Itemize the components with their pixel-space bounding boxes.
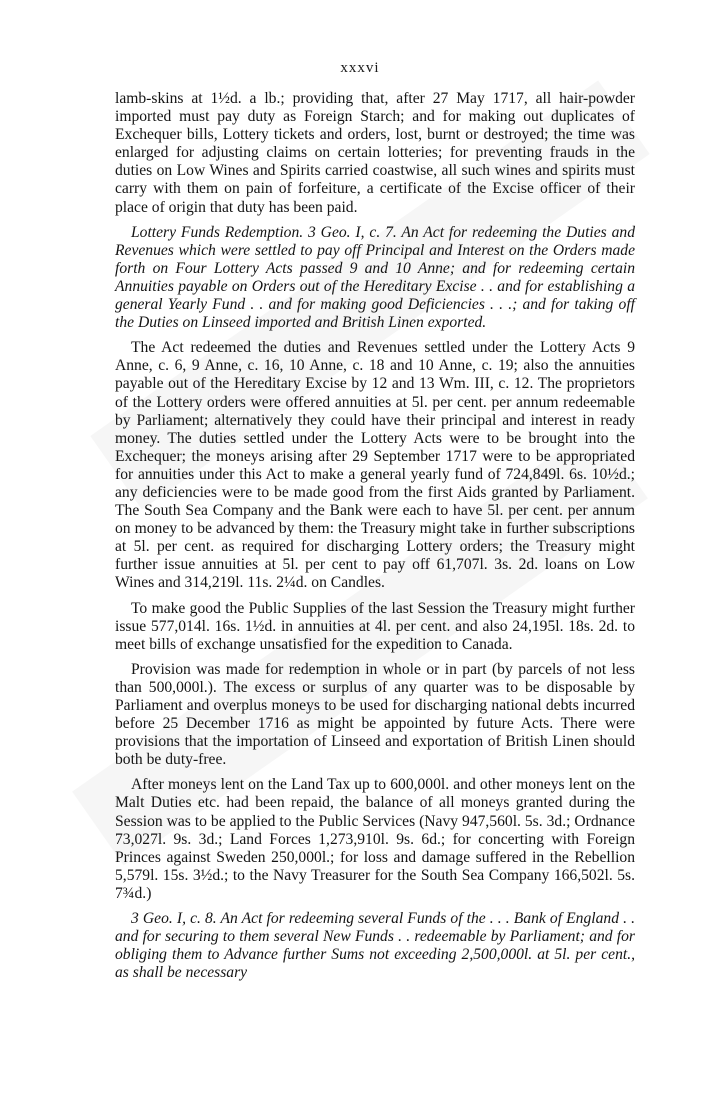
paragraph: The Act redeemed the duties and Revenues settled under the Lottery Acts 9 Anne, c. 6, 9 Anne, c. 16, 10 Anne, c. 18 and 10 Anne, c. 19; also the annuities payable out of the Hereditary Excise by 12 and 13 Wm. III, c. 12. The proprietors of the Lottery orders were offered annuities at 5l. per cent. per annum redeemable by Parliament; alternatively they could have their principal and interest in ready money. The duties settled under the Lottery Acts were to be brought into the Exchequer; the moneys arising after 29 September 1717 were to be appropriated for annuities under this Act to make a general yearly fund of 724,849l. 6s. 10½d.; any deficiencies were to be made good from the first Aids granted by Parliament. The South Sea Company and the Bank were each to have 5l. per cent. per annum on money to be advanced by them: the Treasury might take in further subscriptions at 5l. per cent. as required for discharging Lottery orders; the Treasury might further issue annuities at 5l. per cent to pay off 61,707l. 3s. 2d. loans on Low Wines and 314,219l. 11s. 2¼d. on Candles. — [115, 339, 635, 592]
page-number: xxxvi — [340, 60, 380, 76]
paragraph: To make good the Public Supplies of the last Session the Treasury might further issue 577,014l. 16s. 1½d. in annuities at 4l. per cent. and also 24,195l. 18s. 2d. to meet bills of exchange unsatisfied for the expedition to Canada. — [115, 599, 635, 653]
paragraph: Lottery Funds Redemption. 3 Geo. I, c. 7. An Act for redeeming the Duties and Revenues which were settled to pay off Principal and Interest on the Orders made forth on Four Lottery Acts passed 9 and 10 Anne; and for redeeming certain Annuities payable on Orders out of the Hereditary Excise . . and for establishing a general Yearly Fund . . and for making good Deficiencies . . .; and for taking off the Duties on Linseed imported and British Linen exported. — [115, 223, 635, 332]
paragraph: lamb-skins at 1½d. a lb.; providing that, after 27 May 1717, all hair-powder imported must pay duty as Foreign Starch; and for making out duplicates of Exchequer bills, Lottery tickets and orders, lost, burnt or destroyed; the time was enlarged for adjusting claims on certain lotteries; for preventing frauds in the duties on Low Wines and Spirits carried coastwise, all such wines and spirits must carry with them on pain of forfeiture, a certificate of the Excise officer of their place of origin that duty has been paid. — [115, 90, 635, 216]
paragraph: Provision was made for redemption in whole or in part (by parcels of not less than 500,000l.). The excess or surplus of any quarter was to be disposable by Parliament and overplus moneys to be used for discharging national debts incurred before 25 December 1716 as might be appointed by future Acts. There were provisions that the importation of Linseed and exportation of British Linen should both be duty-free. — [115, 660, 635, 769]
paragraph: After moneys lent on the Land Tax up to 600,000l. and other moneys lent on the Malt Duties etc. had been repaid, the balance of all moneys granted during the Session was to be applied to the Public Services (Navy 947,560l. 5s. 3d.; Ordnance 73,027l. 9s. 3d.; Land Forces 1,273,910l. 9s. 6d.; for concerting with Foreign Princes against Sweden 250,000l.; for loss and damage suffered in the Rebellion 5,579l. 15s. 3½d.; to the Navy Treasurer for the South Sea Company 166,502l. 5s. 7¾d.) — [115, 776, 635, 902]
paragraph: 3 Geo. I, c. 8. An Act for redeeming several Funds of the . . . Bank of England . . and for securing to them several New Funds . . redeemable by Parliament; and for obliging them to Advance further Sums not exceeding 2,500,000l. at 5l. per cent., as shall be necessary — [115, 910, 635, 982]
body-text — [115, 90, 635, 989]
